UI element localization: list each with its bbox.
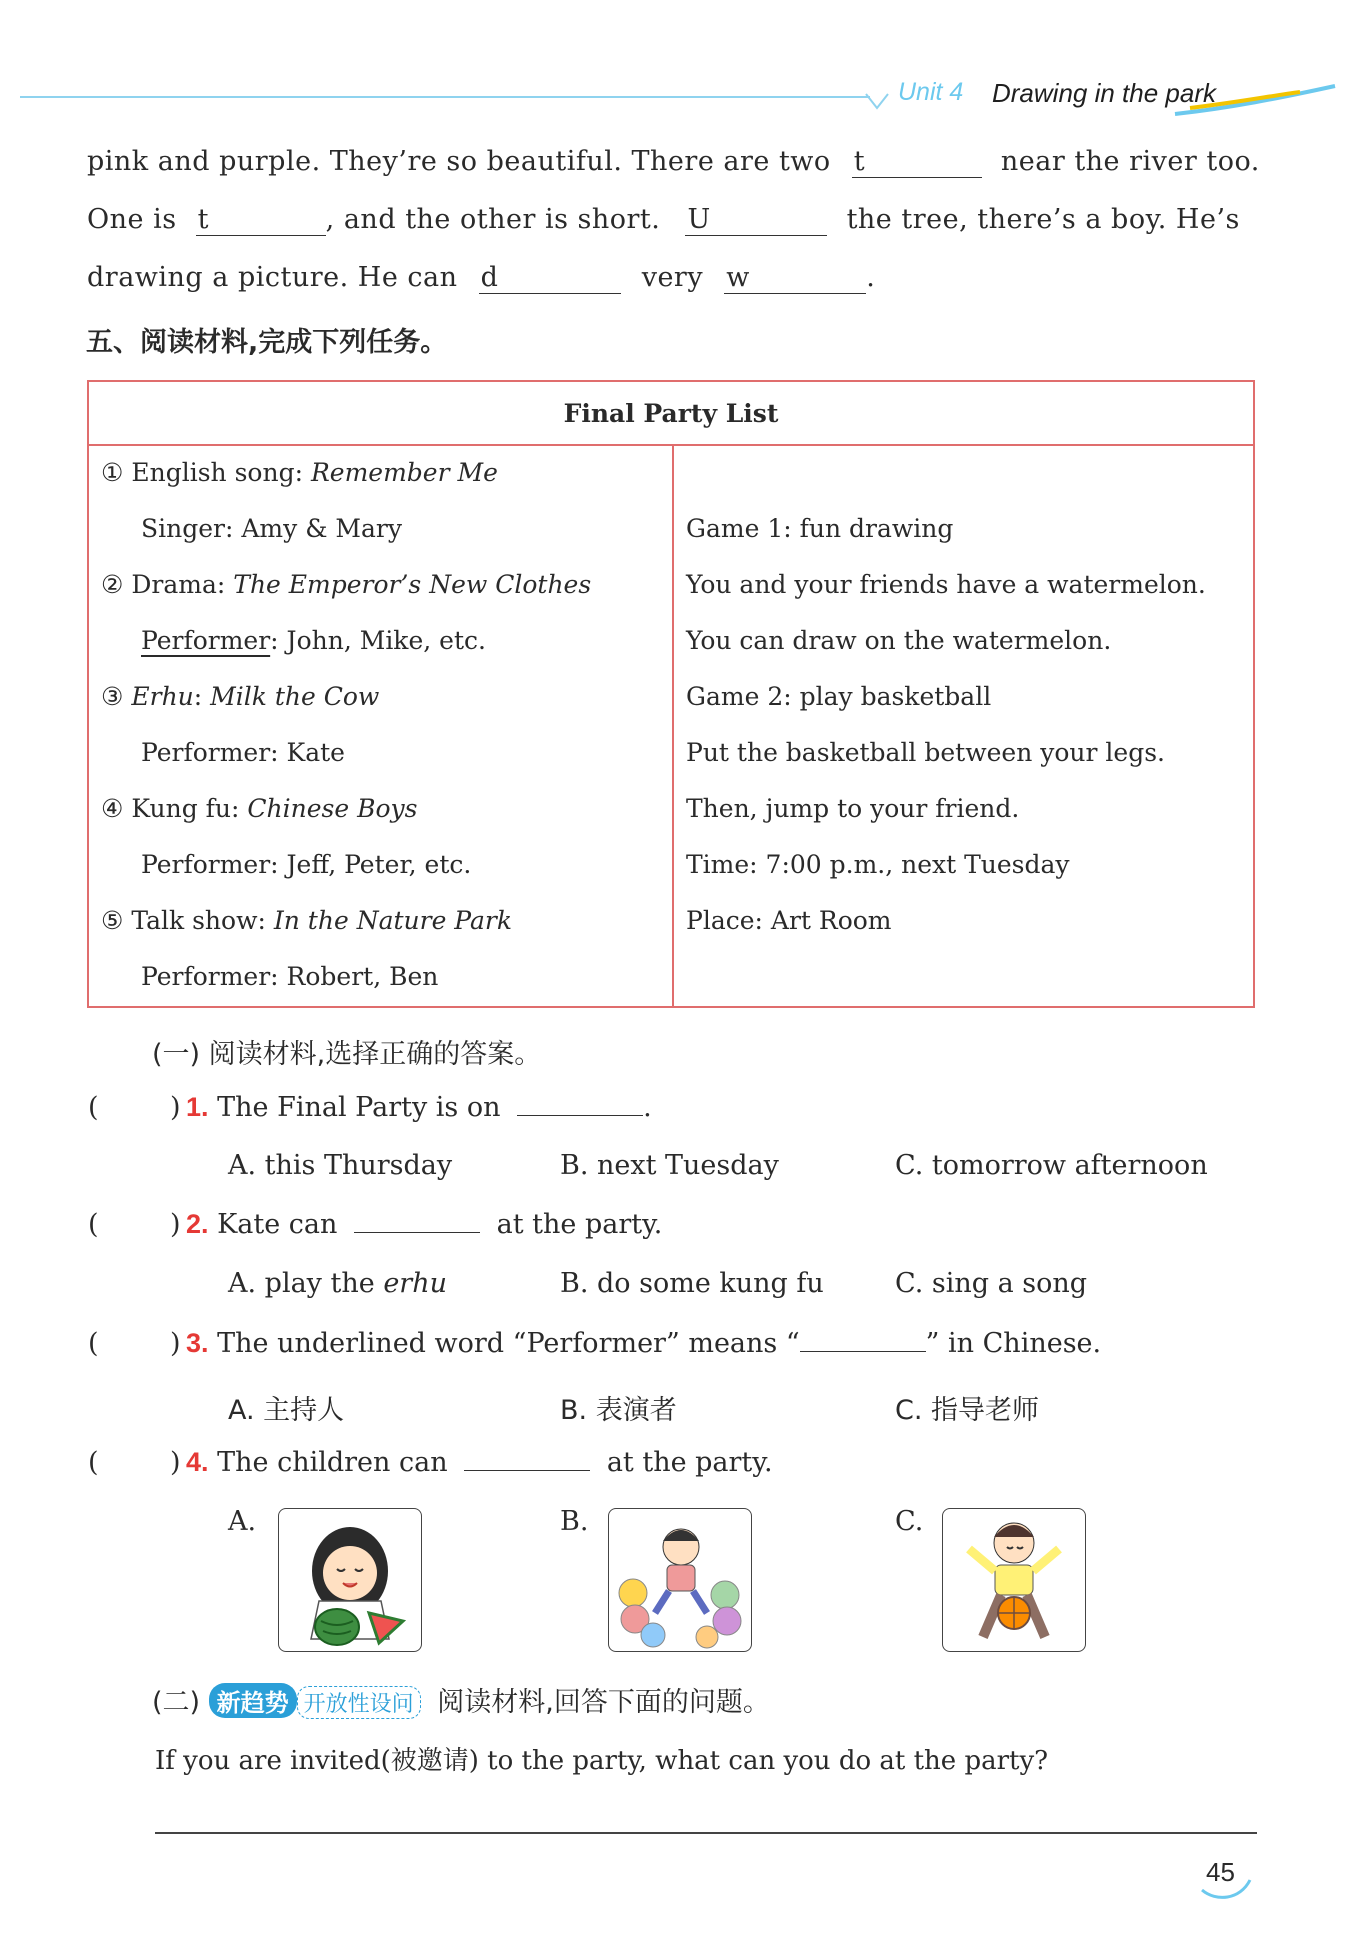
program-row: ② Drama: The Emperor’s New Clothes [101, 570, 592, 599]
boy-basketball-illustration [943, 1509, 1085, 1651]
chevron-down-icon [862, 88, 892, 118]
q4-blank[interactable] [464, 1470, 590, 1471]
part2-heading: (二) 新趋势 开放性设问 阅读材料,回答下面的问题。 [152, 1680, 770, 1719]
program-column [88, 445, 673, 1007]
girl-watermelon-illustration [279, 1509, 421, 1651]
party-list-table [87, 380, 1255, 1008]
unit-title: Drawing in the park [992, 78, 1216, 108]
q4-option-a[interactable]: A. [228, 1506, 257, 1537]
program-row: ① English song: Remember Me [101, 458, 498, 487]
q1-blank[interactable] [517, 1115, 643, 1116]
picture-boy-basketball[interactable] [942, 1508, 1086, 1652]
q1-option-a[interactable]: A. this Thursday [228, 1150, 453, 1181]
picture-girl-watermelon[interactable] [278, 1508, 422, 1652]
open-question-badge: 开放性设问 [297, 1686, 421, 1719]
q4-option-b[interactable]: B. [560, 1506, 589, 1537]
page-number: 45 [1206, 1857, 1235, 1887]
section-title: 五、阅读材料,完成下列任务。 [86, 327, 448, 358]
q1-option-c[interactable]: C. tomorrow afternoon [895, 1150, 1208, 1181]
q2-option-b[interactable]: B. do some kung fu [560, 1268, 824, 1299]
games-row: Time: 7:00 p.m., next Tuesday [686, 850, 1070, 879]
q3-option-a[interactable]: A. 主持人 [228, 1395, 345, 1426]
games-row: Place: Art Room [686, 906, 892, 935]
program-row: Performer: Kate [141, 738, 345, 767]
q1-option-b[interactable]: B. next Tuesday [560, 1150, 779, 1181]
program-row: Performer: John, Mike, etc. [141, 626, 486, 655]
performer-underlined: Performer [141, 626, 271, 655]
q4-option-c[interactable]: C. [895, 1506, 924, 1537]
games-row: Game 2: play basketball [686, 682, 992, 711]
q2-option-c[interactable]: C. sing a song [895, 1268, 1088, 1299]
answer-paren-open: ( [88, 1209, 99, 1240]
q2-blank[interactable] [354, 1232, 480, 1233]
trend-badge: 新趋势 [209, 1683, 297, 1718]
program-row: Singer: Amy & Mary [141, 514, 402, 543]
passage-line-3: drawing a picture. He can d very w . [87, 262, 876, 293]
part2-question: If you are invited(被邀请) to the party, what can you do at the party? [155, 1746, 1049, 1776]
answer-paren-close: ) [170, 1447, 181, 1478]
unit-label: Unit 4 [898, 78, 964, 106]
passage-line-1: pink and purple. They’re so beautiful. There are two t near the river too. [87, 146, 1260, 177]
picture-boy-balls[interactable] [608, 1508, 752, 1652]
answer-paren-close: ) [170, 1092, 181, 1123]
program-row: ④ Kung fu: Chinese Boys [101, 794, 418, 823]
question-1: 1. The Final Party is on . [186, 1092, 652, 1123]
games-row: Game 1: fun drawing [686, 514, 954, 543]
q3-option-b[interactable]: B. 表演者 [560, 1395, 677, 1426]
q2-option-a[interactable]: A. play the erhu [228, 1268, 447, 1299]
question-3: 3. The underlined word “Performer” means “ ” in Chinese. [186, 1328, 1102, 1359]
games-row: You can draw on the watermelon. [686, 626, 1112, 655]
answer-paren-close: ) [170, 1328, 181, 1359]
program-row: Performer: Robert, Ben [141, 962, 439, 991]
blank-d-draw[interactable]: d [479, 262, 621, 294]
games-row: Then, jump to your friend. [686, 794, 1020, 823]
part1-title: (一) 阅读材料,选择正确的答案。 [152, 1039, 542, 1070]
question-2: 2. Kate can at the party. [186, 1209, 663, 1240]
blank-t-two[interactable]: t [852, 146, 982, 178]
answer-paren-close: ) [170, 1209, 181, 1240]
question-4: 4. The children can at the party. [186, 1447, 773, 1478]
answer-paren-open: ( [88, 1447, 99, 1478]
answer-paren-open: ( [88, 1328, 99, 1359]
table-title: Final Party List [88, 381, 1254, 445]
games-row: You and your friends have a watermelon. [686, 570, 1206, 599]
swoosh-icon [1170, 78, 1340, 128]
header-rule [20, 96, 870, 98]
blank-u-under[interactable]: U [685, 204, 827, 236]
games-row: Put the basketball between your legs. [686, 738, 1166, 767]
blank-w-well[interactable]: w [724, 262, 866, 294]
program-row: ③ Erhu: Milk the Cow [101, 682, 380, 711]
blank-t-tall[interactable]: t [196, 204, 326, 236]
passage-line-2: One is t , and the other is short. U the tree, there’s a boy. He’s [87, 204, 1240, 235]
q3-blank[interactable] [800, 1351, 926, 1352]
answer-paren-open: ( [88, 1092, 99, 1123]
games-column [673, 445, 1254, 1007]
answer-line[interactable] [155, 1832, 1257, 1834]
q3-option-c[interactable]: C. 指导老师 [895, 1395, 1040, 1426]
program-row: ⑤ Talk show: In the Nature Park [101, 906, 513, 935]
boy-balls-illustration [609, 1509, 751, 1651]
program-row: Performer: Jeff, Peter, etc. [141, 850, 472, 879]
